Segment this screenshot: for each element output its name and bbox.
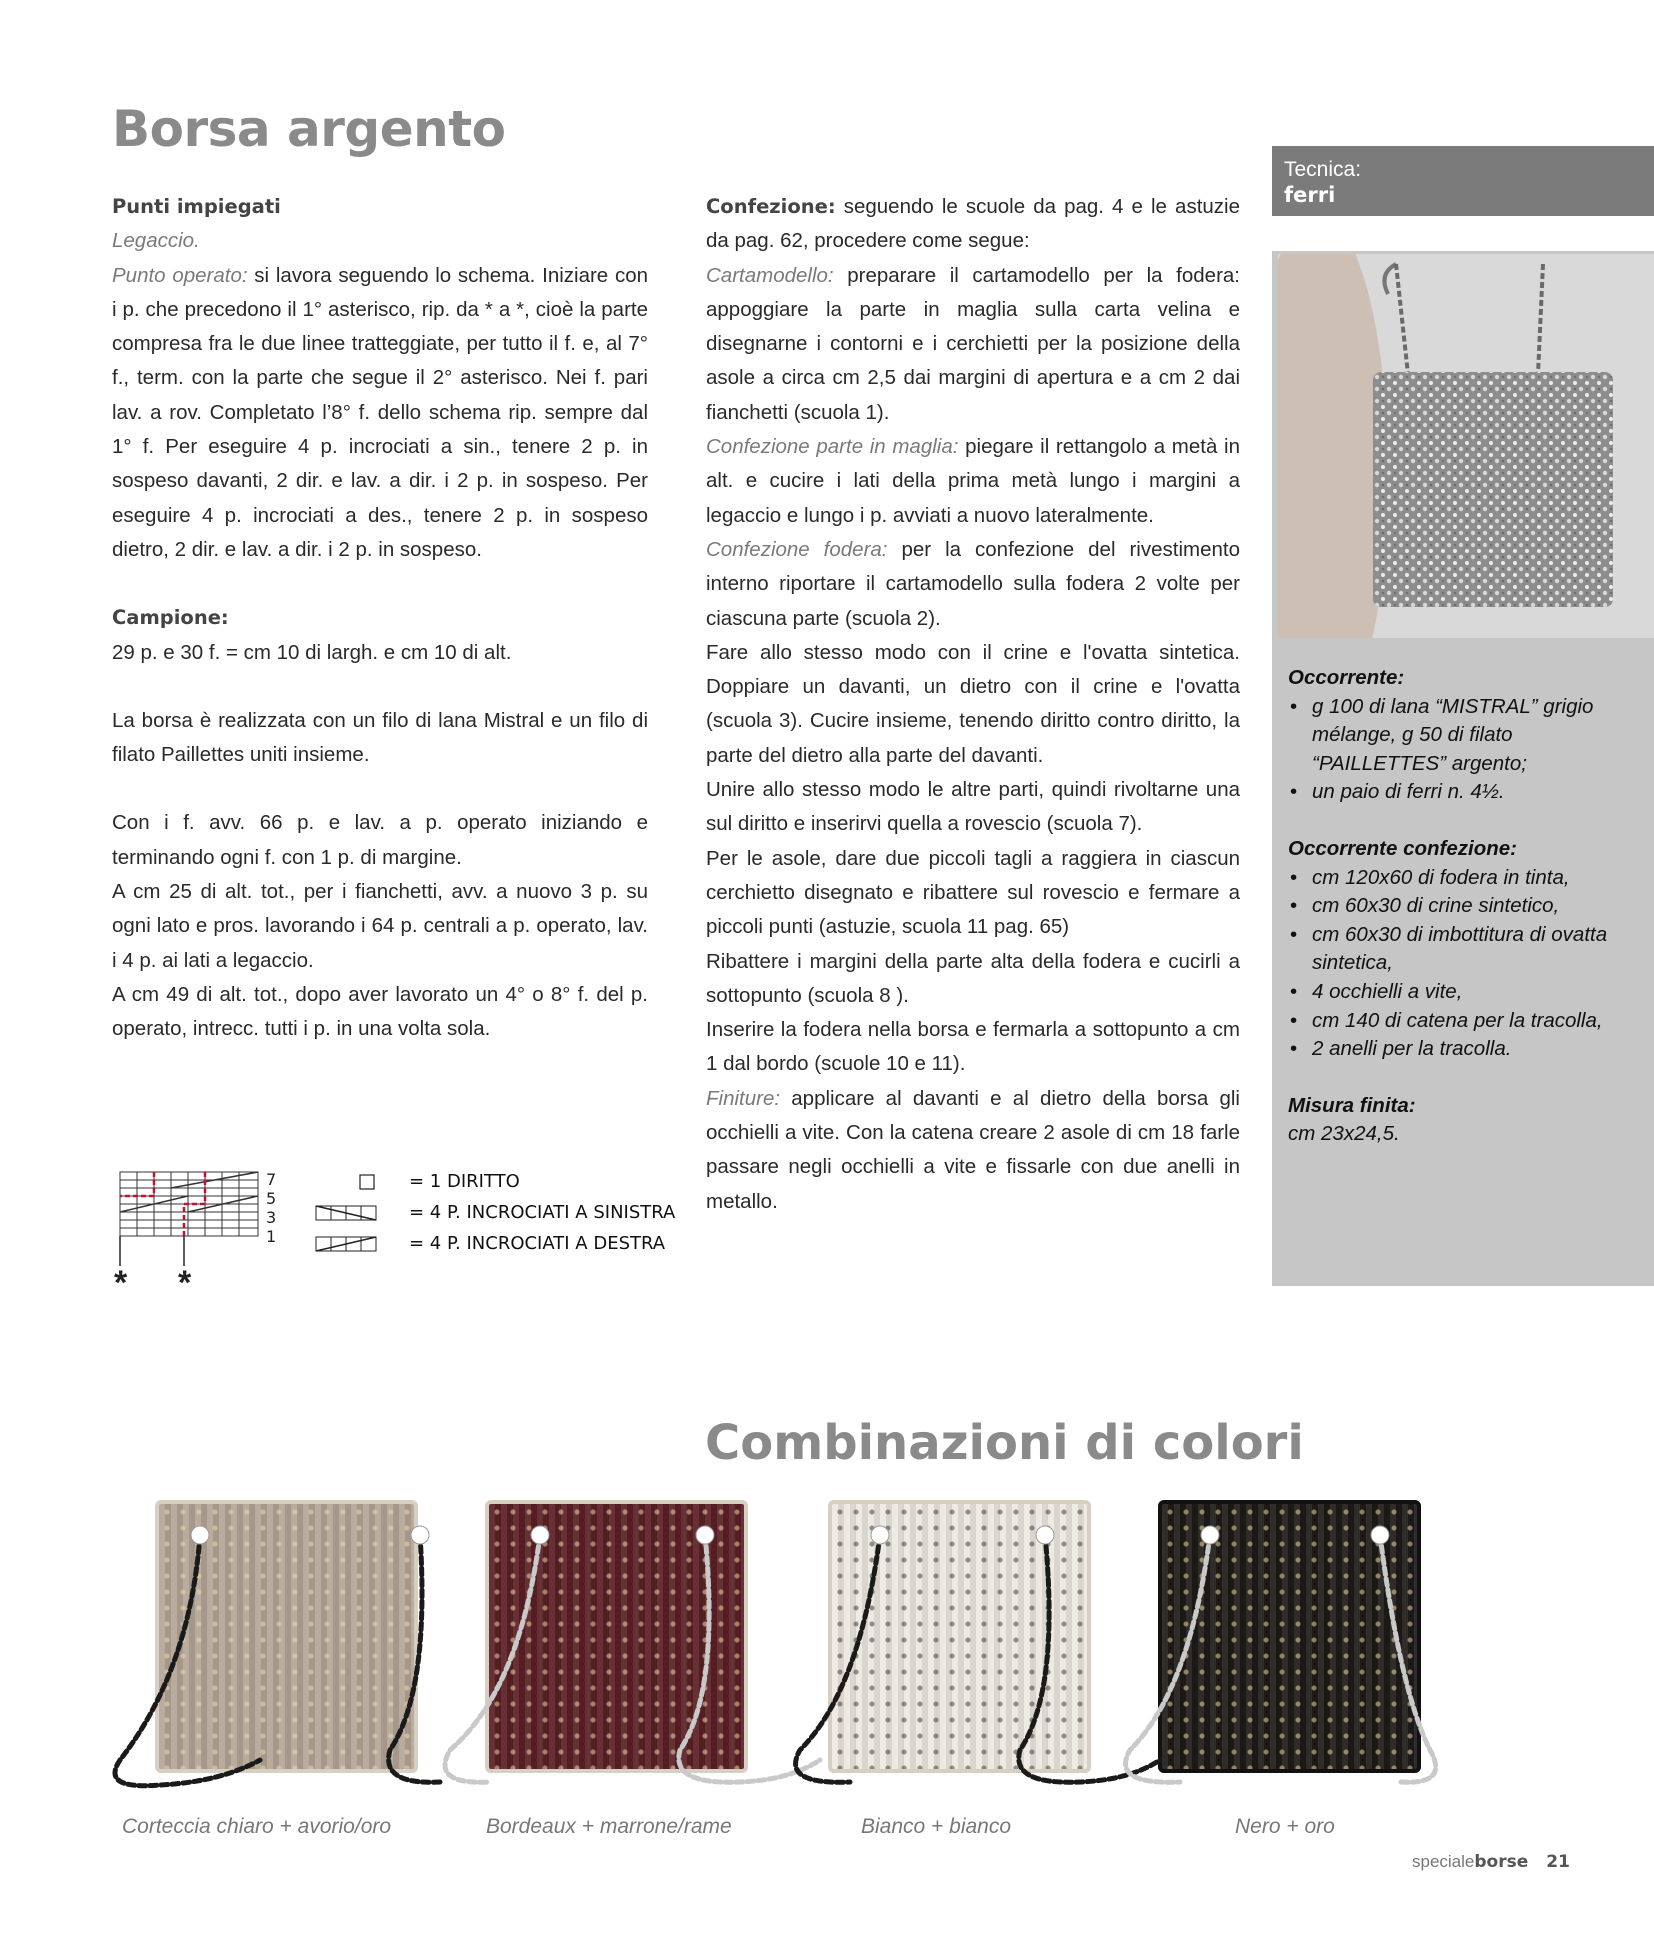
misura-value: cm 23x24,5.	[1288, 1122, 1400, 1146]
work-paragraph-2: A cm 25 di alt. tot., per i fianchetti, avv. a nuovo 3 p. su ogni lato e pros. lavorando i 64 p. centrali a p. operato, lav. i 4 p. ai lati a legaccio.	[112, 880, 648, 972]
swatch-chains	[100, 1490, 1460, 1790]
legend-label: = 4 P. INCROCIATI A SINISTRA	[409, 1202, 676, 1223]
list-item: • g 100 di lana “MISTRAL” grigio mélange, g 50 di filato “PAILLETTES” argento;	[1288, 693, 1648, 779]
list-item: • 4 occhielli a vite,	[1288, 978, 1648, 1007]
maglia-label: Confezione parte in maglia:	[706, 435, 959, 459]
instruction-paragraph: Per le asole, dare due piccoli tagli a raggiera in ciascun cerchietto disegnato e ribattere sul rovescio e fermare a piccoli punti (astuzie, scuola 11 pag. 65)	[706, 846, 1240, 939]
caption-nero: Nero + oro	[1235, 1815, 1335, 1838]
confezione-label: Confezione:	[706, 195, 836, 218]
asterisk-right: *	[178, 1264, 192, 1302]
combinations-title: Combinazioni di colori	[705, 1415, 1304, 1471]
list-item: • cm 120x60 di fodera in tinta,	[1288, 864, 1648, 893]
maglia-paragraph	[706, 430, 1240, 533]
confezione-paragraph	[706, 190, 1240, 259]
row-number: 7	[266, 1170, 277, 1189]
cartamodello-text: preparare il cartamodello per la fodera: appoggiare la parte in maglia sulla carta velina e disegnarne i contorni e i cerchietti per la posizione della asole a circa cm 2,5 dai margini di apertura e a cm 2 dai fianchetti (scuola 1).	[706, 263, 1240, 424]
bag-photo	[1278, 254, 1654, 638]
list-item: • cm 60x30 di crine sintetico,	[1288, 892, 1648, 921]
page-title: Borsa argento	[112, 100, 506, 158]
punti-heading: Punti impiegati	[112, 195, 281, 218]
borsa-text: La borsa è realizzata con un filo di lana Mistral e un filo di filato Paillettes uniti insieme.	[112, 708, 648, 767]
list-item: • 2 anelli per la tracolla.	[1288, 1035, 1648, 1064]
row-number: 1	[266, 1227, 277, 1246]
work-paragraph-1: Con i f. avv. 66 p. e lav. a p. operato iniziando e terminando ogni f. con 1 p. di margine.	[112, 811, 648, 869]
campione-heading: Campione:	[112, 606, 229, 630]
footer-prefix: speciale	[1412, 1852, 1475, 1871]
maglia-text: piegare il rettangolo a metà in alt. e cucire i lati della prima metà lungo i margini a legaccio e lungo i p. avviati a nuovo lateralmente.	[706, 435, 1240, 527]
misura-heading: Misura finita:	[1288, 1093, 1416, 1117]
instruction-paragraph: Inserire la fodera nella borsa e fermarla a sottopunto a cm 1 dal bordo (scuole 10 e 11).	[706, 1018, 1240, 1076]
legend-label: = 4 P. INCROCIATI A DESTRA	[409, 1233, 666, 1254]
cross-left-symbol-icon	[315, 1205, 377, 1221]
instruction-paragraph: Fare allo stesso modo con il crine e l'ovatta sintetica. Doppiare un davanti, un dietro con il crine e l'ovatta (scuola 3). Cucire insieme, tenendo diritto contro diritto, la parte del dietro alla parte del davanti.	[706, 640, 1240, 767]
campione-text: 29 p. e 30 f. = cm 10 di largh. e cm 10 di alt.	[112, 640, 512, 664]
fodera-label: Confezione fodera:	[706, 537, 888, 561]
chart-legend	[355, 1166, 675, 1259]
work-paragraph-3: A cm 49 di alt. tot., dopo aver lavorato un 4° o 8° f. del p. operato, intrecc. tutti i p. in una volta sola.	[112, 982, 648, 1041]
list-item: • cm 60x30 di imbottitura di ovatta sintetica,	[1288, 921, 1648, 978]
occorrente-list	[1288, 693, 1648, 807]
chart-row-numbers	[266, 1170, 276, 1246]
caption-bianco: Bianco + bianco	[861, 1815, 1012, 1838]
caption-bordeaux: Bordeaux + marrone/rame	[486, 1815, 732, 1838]
punto-operato-paragraph	[112, 259, 648, 568]
legend-row-diritto	[355, 1166, 675, 1197]
legend-row-sinistra	[355, 1197, 675, 1228]
confezione-heading: Occorrente confezione:	[1288, 836, 1517, 860]
page-number: 21	[1546, 1852, 1570, 1872]
confezione-list	[1288, 864, 1648, 1064]
list-item: • cm 140 di catena per la tracolla,	[1288, 1007, 1648, 1036]
instruction-paragraph: Ribattere i margini della parte alta della fodera e cucirli a sottopunto (scuola 8 ).	[706, 949, 1240, 1007]
middle-column	[706, 190, 1240, 1219]
tecnica-label: Tecnica:	[1284, 158, 1362, 181]
legaccio-text: Legaccio.	[112, 229, 200, 253]
finiture-text: applicare al davanti e al dietro della borsa gli occhielli a vite. Con la catena creare 2 asole di cm 18 farle passare negli occhielli a vite e fissarle con due anelli in metallo.	[706, 1086, 1240, 1213]
materials-list	[1288, 664, 1648, 1149]
list-item: • un paio di ferri n. 4½.	[1288, 778, 1648, 807]
confezione-text: seguendo le scuole da pag. 4 e le astuzie da pag. 62, procedere come segue:	[706, 195, 1240, 253]
punto-operato-text: si lavora seguendo lo schema. Iniziare con i p. che precedono il 1° asterisco, rip. da * a *, cioè la parte compresa fra le due linee tratteggiate, per tutto il f. e, al 7° f., term. con la parte che segue il 2° asterisco. Nei f. pari lav. a rov. Completato l’8° f. dello schema rip. sempre dal 1° f. Per eseguire 4 p. incrociati a sin., tenere 2 p. in sospeso davanti, 2 dir. e lav. a dir. i 2 p. in sospeso. Per eseguire 4 p. incrociati a des., tenere 2 p. in sospeso dietro, 2 dir. e lav. a dir. i 2 p. in sospeso.	[112, 263, 648, 561]
cross-right-symbol-icon	[315, 1236, 377, 1252]
asterisk-left: *	[114, 1264, 128, 1302]
tecnica-value: ferri	[1284, 183, 1336, 207]
silver-bag-image	[1278, 254, 1654, 638]
fodera-paragraph	[706, 533, 1240, 636]
caption-corteccia: Corteccia chiaro + avorio/oro	[122, 1815, 392, 1838]
square-symbol-icon	[359, 1174, 375, 1190]
row-number: 3	[266, 1208, 277, 1227]
finiture-label: Finiture:	[706, 1086, 781, 1110]
legend-row-destra	[355, 1228, 675, 1259]
cartamodello-label: Cartamodello:	[706, 263, 834, 287]
row-number: 5	[266, 1189, 277, 1208]
instruction-paragraph: Unire allo stesso modo le altre parti, quindi rivoltarne una sul diritto e inserirvi quella a rovescio (scuola 7).	[706, 778, 1240, 836]
knitting-chart	[112, 1166, 292, 1296]
occorrente-heading: Occorrente:	[1288, 666, 1405, 689]
fodera-text: per la confezione del rivestimento interno riportare il cartamodello sulla fodera 2 volte per ciascuna parte (scuola 2).	[706, 537, 1240, 630]
footer-brand: borse	[1474, 1852, 1529, 1872]
tecnica-box	[1272, 146, 1654, 216]
legend-label: = 1 DIRITTO	[409, 1171, 520, 1192]
left-column	[112, 190, 648, 1047]
punto-operato-label: Punto operato:	[112, 263, 248, 287]
cartamodello-paragraph	[706, 259, 1240, 430]
finiture-paragraph	[706, 1082, 1240, 1219]
page-footer	[1412, 1852, 1570, 1872]
